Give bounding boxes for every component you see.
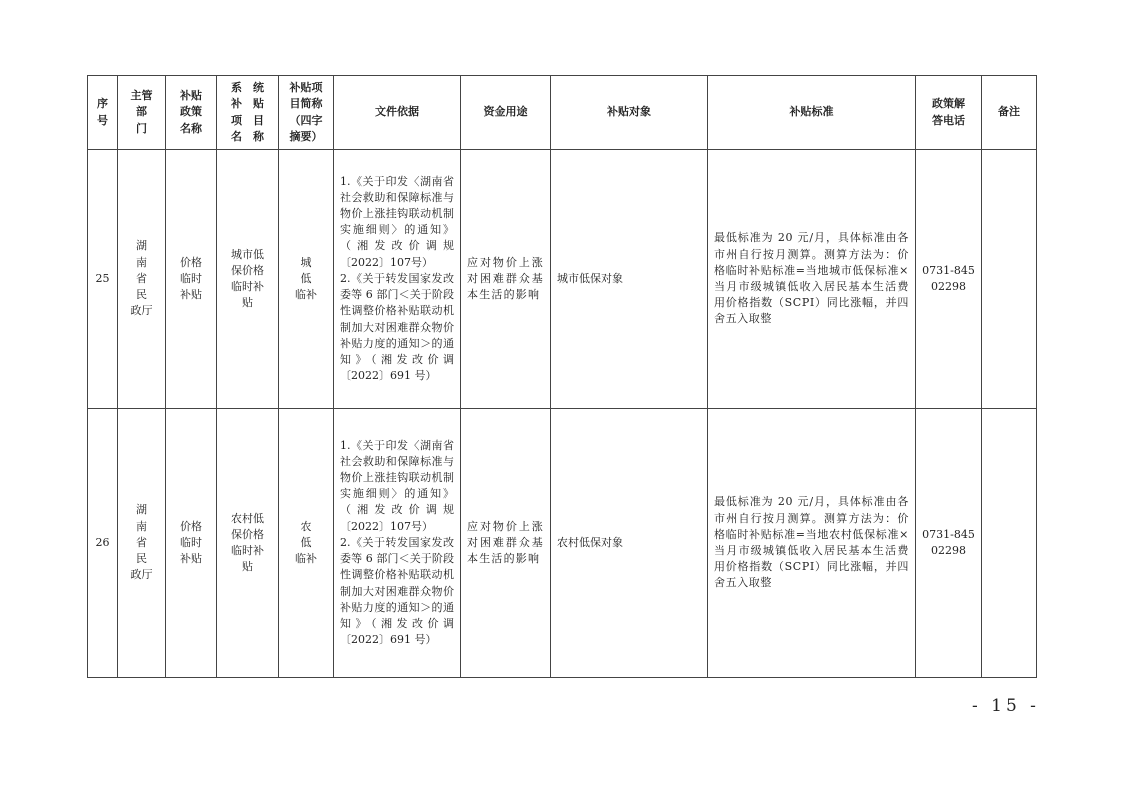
row-basis: 1.《关于印发〈湖南省社会救助和保障标准与物价上涨挂钩联动机制实施细则〉的通知》（湘发改价调规〔2022〕107号） 2.《关于转发国家发改委等 6 部门＜关于阶段性调整价格补贴联动机制加大对困难群众物价补贴力度的通知＞的通知》（湘发改价调〔2022〕691 号） bbox=[334, 409, 461, 678]
row-abbr: 农 低 临补 bbox=[279, 409, 334, 678]
row-system: 城市低 保价格 临时补 贴 bbox=[217, 150, 279, 409]
row-phone: 0731-845 02298 bbox=[916, 150, 982, 409]
row-notes bbox=[982, 150, 1037, 409]
subsidy-table bbox=[87, 75, 1037, 678]
header-phone: 政策解 答电话 bbox=[916, 76, 982, 150]
header-purpose: 资金用途 bbox=[461, 76, 551, 150]
header-target: 补贴对象 bbox=[551, 76, 708, 150]
page-number: - 15 - bbox=[972, 696, 1040, 716]
row-dept: 湖 南 省 民 政厅 bbox=[118, 150, 166, 409]
row-seq: 25 bbox=[88, 150, 118, 409]
row-phone: 0731-845 02298 bbox=[916, 409, 982, 678]
table-header-row bbox=[88, 76, 1037, 150]
row-target: 城市低保对象 bbox=[551, 150, 708, 409]
row-policy: 价格 临时 补贴 bbox=[166, 409, 217, 678]
row-policy: 价格 临时 补贴 bbox=[166, 150, 217, 409]
row-notes bbox=[982, 409, 1037, 678]
row-standard: 最低标准为 20 元/月，具体标准由各市州自行按月测算。测算方法为：价格临时补贴标准=当地农村低保标准×当月市级城镇低收入居民基本生活费用价格指数（SCPI）同比涨幅，并四舍五入取整 bbox=[708, 409, 916, 678]
header-dept: 主管 部 门 bbox=[118, 76, 166, 150]
header-basis: 文件依据 bbox=[334, 76, 461, 150]
header-system: 系 统 补 贴 项 目 名 称 bbox=[217, 76, 279, 150]
row-basis: 1.《关于印发〈湖南省社会救助和保障标准与物价上涨挂钩联动机制实施细则〉的通知》（湘发改价调规〔2022〕107号） 2.《关于转发国家发改委等 6 部门＜关于阶段性调整价格补贴联动机制加大对困难群众物价补贴力度的通知＞的通知》（湘发改价调〔2022〕691 号） bbox=[334, 150, 461, 409]
header-abbr: 补贴项 目简称 （四字 摘要） bbox=[279, 76, 334, 150]
row-system: 农村低 保价格 临时补 贴 bbox=[217, 409, 279, 678]
row-abbr: 城 低 临补 bbox=[279, 150, 334, 409]
table-row bbox=[88, 409, 1037, 678]
row-standard: 最低标准为 20 元/月，具体标准由各市州自行按月测算。测算方法为：价格临时补贴标准=当地城市低保标准×当月市级城镇低收入居民基本生活费用价格指数（SCPI）同比涨幅，并四舍五入取整 bbox=[708, 150, 916, 409]
row-target: 农村低保对象 bbox=[551, 409, 708, 678]
header-standard: 补贴标准 bbox=[708, 76, 916, 150]
header-seq: 序 号 bbox=[88, 76, 118, 150]
table-row bbox=[88, 150, 1037, 409]
header-policy: 补贴 政策 名称 bbox=[166, 76, 217, 150]
header-notes: 备注 bbox=[982, 76, 1037, 150]
row-purpose: 应对物价上涨对困难群众基本生活的影响 bbox=[461, 409, 551, 678]
row-seq: 26 bbox=[88, 409, 118, 678]
row-dept: 湖 南 省 民 政厅 bbox=[118, 409, 166, 678]
row-purpose: 应对物价上涨对困难群众基本生活的影响 bbox=[461, 150, 551, 409]
